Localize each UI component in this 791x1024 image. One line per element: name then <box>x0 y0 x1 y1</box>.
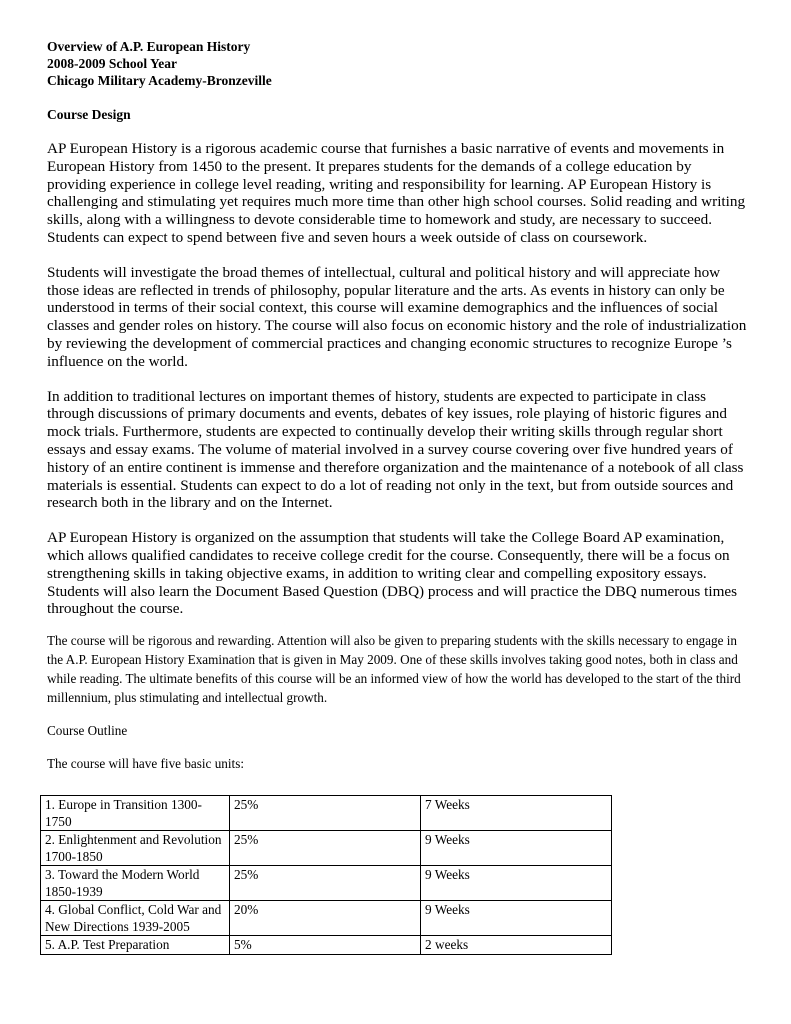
unit-duration-cell: 9 Weeks <box>421 866 612 901</box>
course-design-paragraph-4: AP European History is organized on the assumption that students will take the College Board AP examination, which allows qualified candidates to receive college credit for the course. Consequently, there will be a focus on strengthening skills in taking objective exams, in addition to writing clear and compelling expository essays. Students will also learn the Document Based Question (DBQ) process and will practice the DBQ numerous times throughout the course. <box>47 529 738 618</box>
unit-name-cell: 1. Europe in Transition 1300-1750 <box>41 796 230 831</box>
course-design-heading: Course Design <box>47 107 131 122</box>
course-design-paragraph-2: Students will investigate the broad themes of intellectual, cultural and political history and will appreciate how those ideas are reflected in trends of philosophy, popular literature and the arts. As events in history can only be understood in terms of their social context, this course will examine demographics and the influences of social classes and gender roles on history. The course will also focus on economic history and the role of industrialization by reviewing the development of commercial practices and changing economic structures to recognize Europe ’s influence on the world. <box>47 263 747 370</box>
unit-weight-cell: 25% <box>230 796 421 831</box>
unit-weight-cell: 25% <box>230 866 421 901</box>
table-row <box>41 866 612 901</box>
units-table <box>40 795 612 955</box>
unit-name-cell: 4. Global Conflict, Cold War and New Directions 1939-2005 <box>41 901 230 936</box>
course-design-paragraph-1: AP European History is a rigorous academic course that furnishes a basic narrative of events and movements in European History from 1450 to the present. It prepares students for the demands of a college education by providing experience in college level reading, writing and responsibility for learning. AP European History is challenging and stimulating yet requires much more time than other high school courses. Solid reading and writing skills, along with a willingness to devote considerable time to homework and study, are necessary to succeed. Students can expect to spend between five and seven hours a week outside of class on coursework. <box>47 140 746 246</box>
school-year: 2008-2009 School Year <box>47 56 177 71</box>
course-design-closing-paragraph: The course will be rigorous and rewarding. Attention will also be given to preparing students with the skills necessary to engage in the A.P. European History Examination that is given in May 2009. One of these skills involves taking good notes, both in class and while reading. The ultimate benefits of this course will be an informed view of how the world has developed to the start of the third millennium, plus stimulating and intellectual growth. <box>47 633 741 706</box>
unit-weight-cell: 20% <box>230 901 421 936</box>
unit-name-cell: 5. A.P. Test Preparation <box>41 936 230 955</box>
unit-weight-cell: 5% <box>230 936 421 955</box>
school-name: Chicago Military Academy-Bronzeville <box>47 73 272 88</box>
document-page <box>47 38 747 772</box>
unit-duration-cell: 9 Weeks <box>421 901 612 936</box>
unit-duration-cell: 9 Weeks <box>421 831 612 866</box>
unit-name-cell: 2. Enlightenment and Revolution 1700-1850 <box>41 831 230 866</box>
course-design-paragraph-3: In addition to traditional lectures on important themes of history, students are expected to participate in class through discussions of primary documents and events, debates of key issues, role playing of historic figures and mock trials. Furthermore, students are expected to continually develop their writing skills through regular short essays and essay exams. The volume of material involved in a survey course covering over five hundred years of history of an entire continent is immense and therefore organization and the maintenance of a notebook of all class materials is essential. Students can expect to do a lot of reading not only in the text, but from outside sources and research both in the library and on the Internet. <box>47 387 744 512</box>
unit-duration-cell: 2 weeks <box>421 936 612 955</box>
unit-name-cell: 3. Toward the Modern World 1850-1939 <box>41 866 230 901</box>
document-title: Overview of A.P. European History <box>47 39 251 54</box>
table-row <box>41 831 612 866</box>
course-outline-heading: Course Outline <box>47 723 128 739</box>
table-row <box>41 796 612 831</box>
unit-duration-cell: 7 Weeks <box>421 796 612 831</box>
table-row <box>41 936 612 955</box>
course-outline-intro: The course will have five basic units: <box>47 756 245 772</box>
table-row <box>41 901 612 936</box>
unit-weight-cell: 25% <box>230 831 421 866</box>
